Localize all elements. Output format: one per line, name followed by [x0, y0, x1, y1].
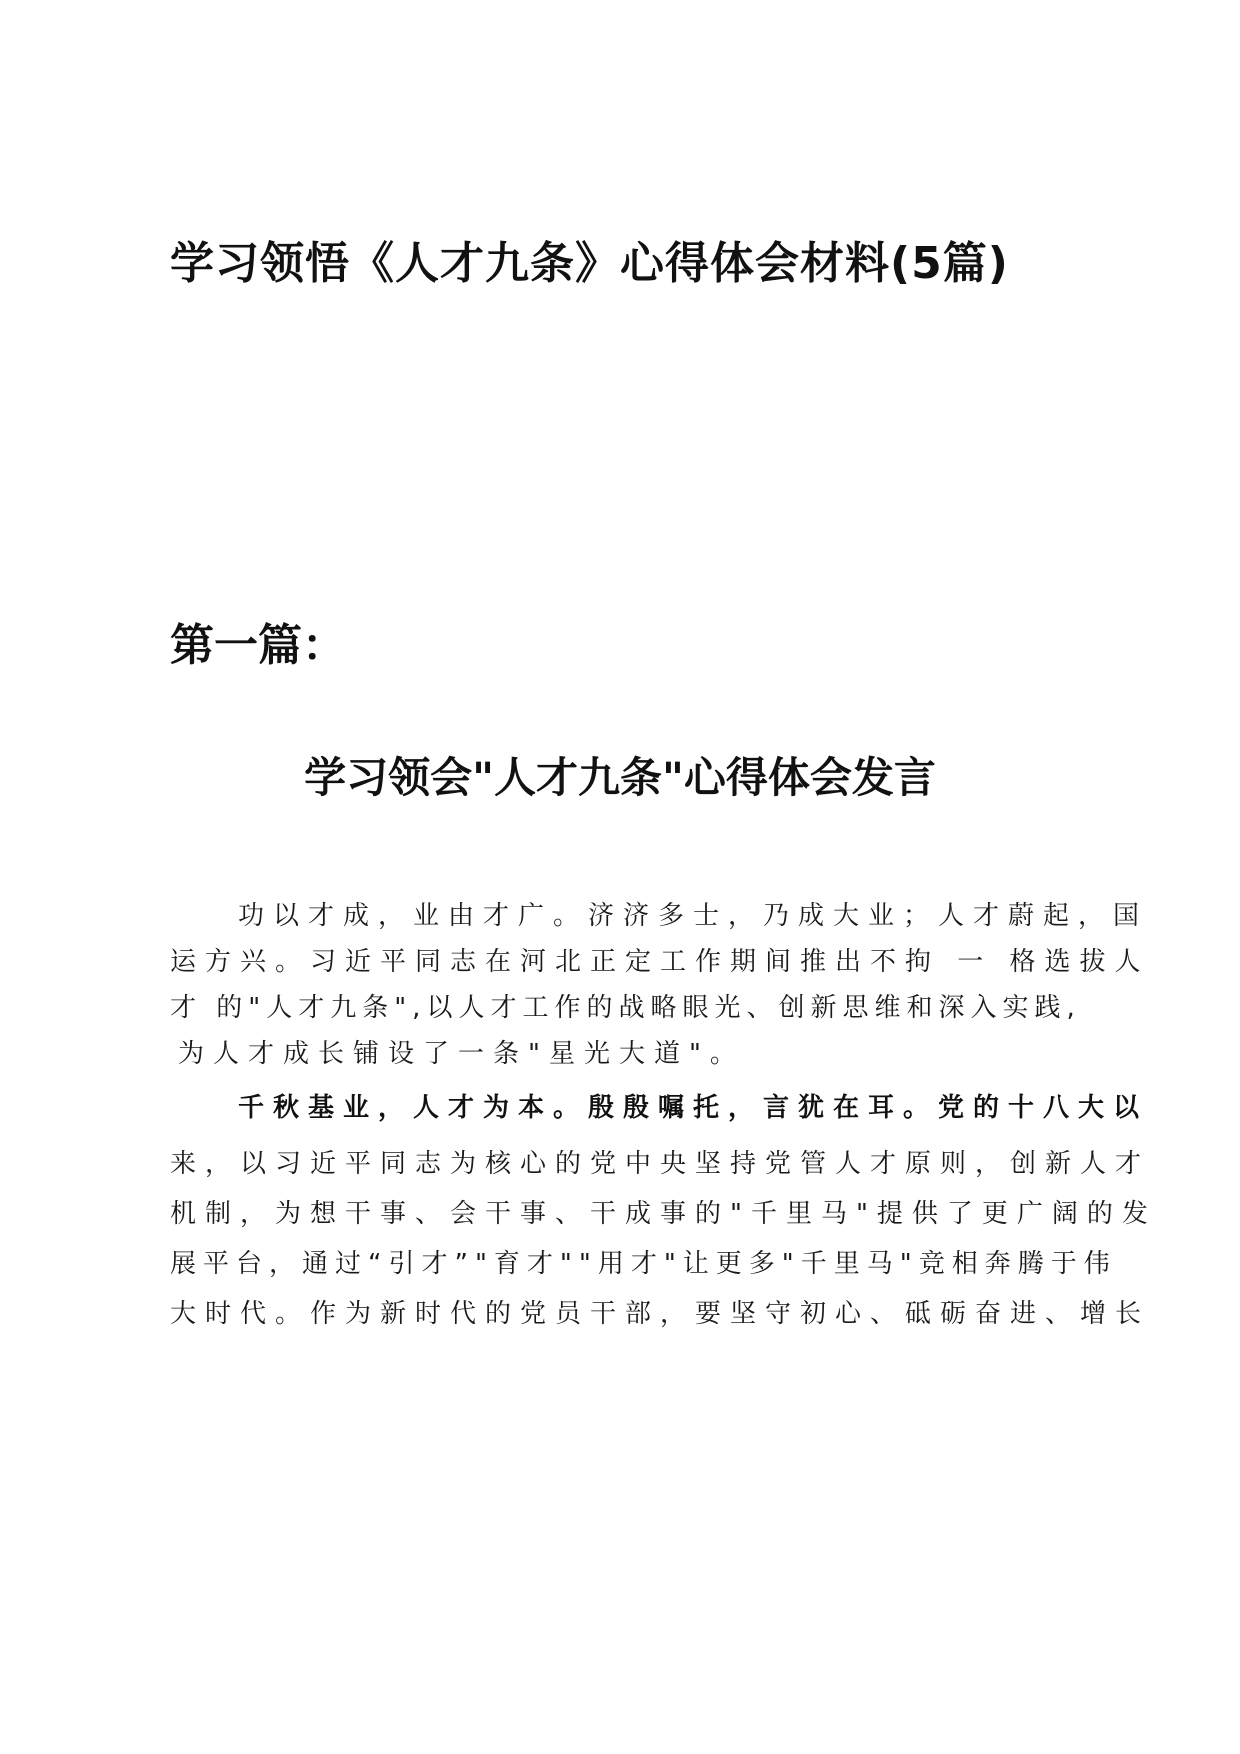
paragraph-line: 才 的"人才九条",以人才工作的战略眼光、创新思维和深入实践,	[170, 993, 1081, 1023]
document-title: 学习领悟《人才九条》心得体会材料(5篇)	[170, 238, 1009, 289]
paragraph-line: 功以才成，业由才广。济济多士，乃成大业；人才蔚起，国	[238, 901, 1149, 931]
chapter-heading: 第一篇：	[170, 620, 346, 671]
paragraph-line: 为人才成长铺设了一条"星光大道"。	[178, 1039, 745, 1069]
paragraph-line: 展平台，通过“引才”"育才""用才"让更多"千里马"竞相奔腾于伟	[170, 1249, 1117, 1279]
paragraph-line: 运方兴。习近平同志在河北正定工作期间推出不拘 一 格选拔人	[170, 947, 1150, 977]
speech-title: 学习领会"人才九条"心得体会发言	[304, 753, 936, 802]
paragraph-line: 大时代。作为新时代的党员干部，要坚守初心、砥砺奋进、增长	[170, 1299, 1151, 1329]
paragraph-line: 机制，为想干事、会干事、干成事的"千里马"提供了更广阔的发	[170, 1199, 1157, 1229]
paragraph-line: 来，以习近平同志为核心的党中央坚持党管人才原则，创新人才	[170, 1149, 1151, 1179]
paragraph-lead-bold: 千秋基业，人才为本。殷殷嘱托，言犹在耳。党的十八大以	[238, 1093, 1149, 1123]
